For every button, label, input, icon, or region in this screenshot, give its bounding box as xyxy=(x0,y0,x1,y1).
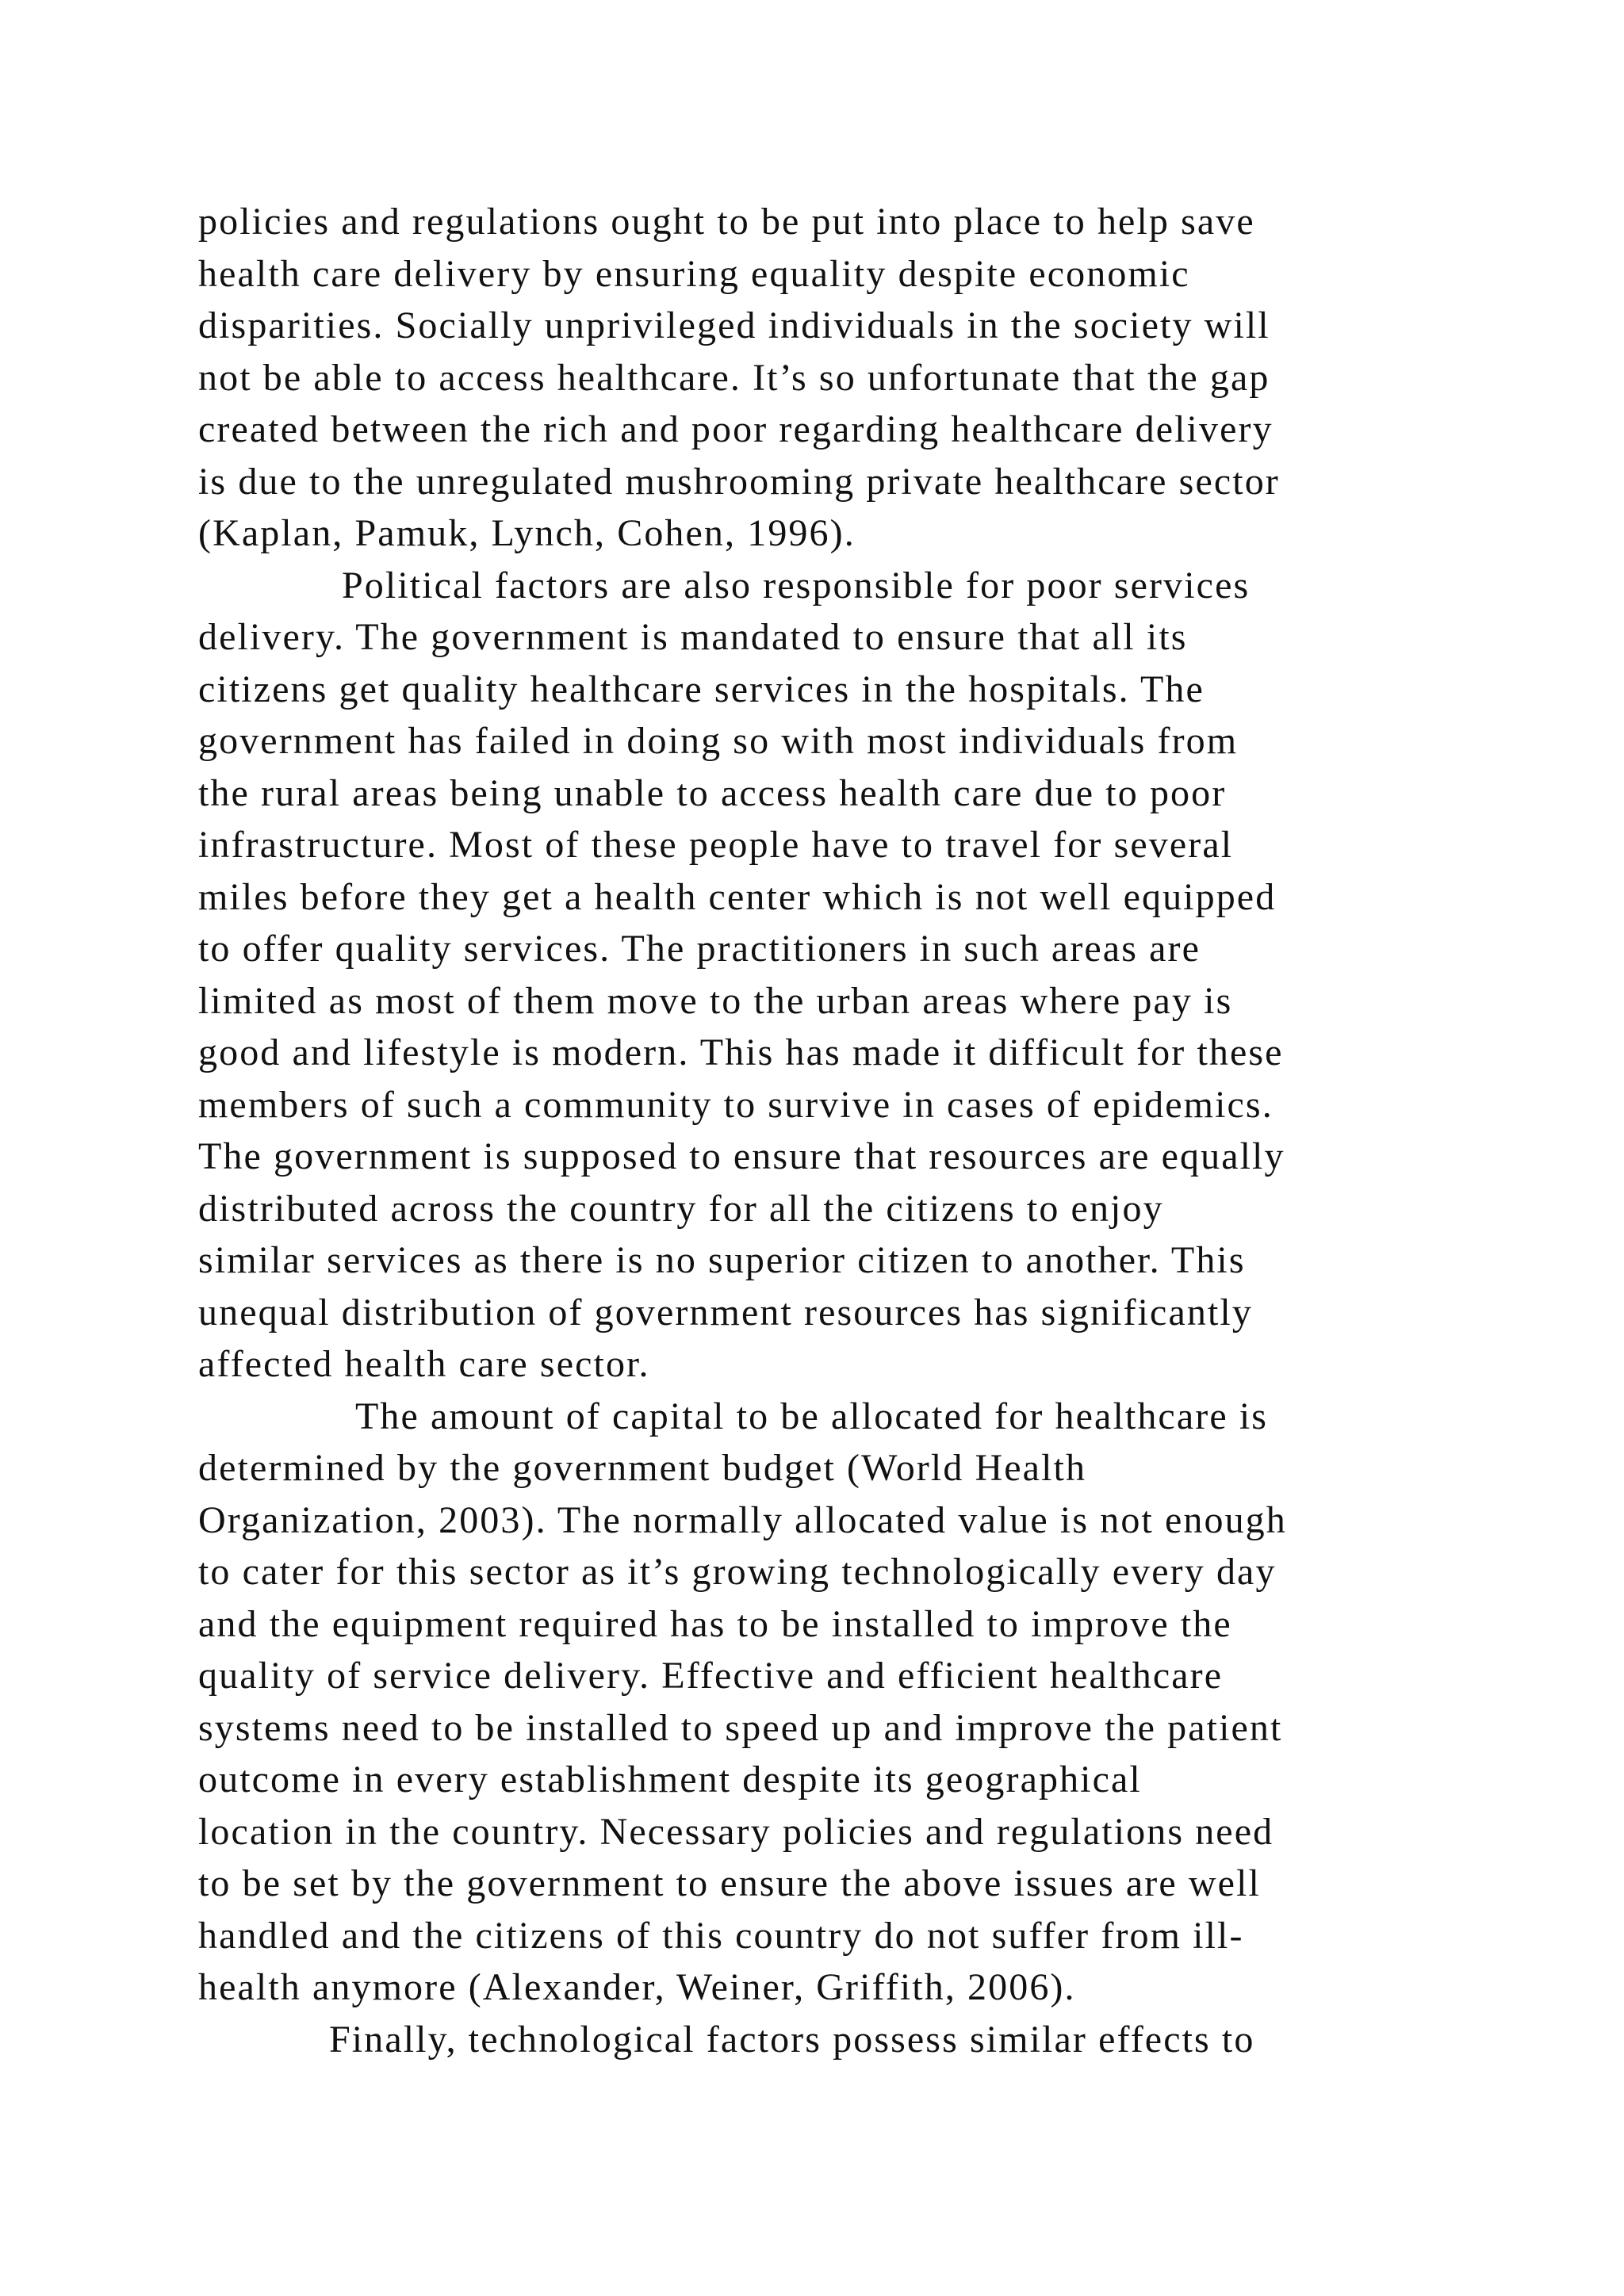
text-line: Organization, 2003). The normally allocated value is not enough xyxy=(198,1498,1287,1541)
text-line: the rural areas being unable to access health care due to poor xyxy=(198,771,1227,814)
text-line: created between the rich and poor regarding healthcare delivery xyxy=(198,408,1274,450)
text-line: unequal distribution of government resources has significantly xyxy=(198,1291,1253,1334)
text-line: outcome in every establishment despite its geographical xyxy=(198,1758,1142,1800)
text-line: determined by the government budget (World Health xyxy=(198,1447,1087,1489)
body-text xyxy=(198,196,1451,2065)
text-line: The government is supposed to ensure that resources are equally xyxy=(198,1135,1285,1177)
text-line: is due to the unregulated mushrooming private healthcare sector xyxy=(198,460,1280,503)
text-line: health anymore (Alexander, Weiner, Griffith, 2006). xyxy=(198,1966,1076,2008)
text-line: policies and regulations ought to be put into place to help save xyxy=(198,201,1255,243)
text-line: handled and the citizens of this country do not suffer from ill- xyxy=(198,1914,1244,1957)
text-line: distributed across the country for all the citizens to enjoy xyxy=(198,1187,1164,1230)
text-line: not be able to access healthcare. It’s so unfortunate that the gap xyxy=(198,356,1270,399)
text-line: citizens get quality healthcare services in the hospitals. The xyxy=(198,668,1205,710)
text-line: to be set by the government to ensure the above issues are well xyxy=(198,1862,1261,1904)
text-line: members of such a community to survive in cases of epidemics. xyxy=(198,1083,1274,1126)
paragraph-start-line: Political factors are also responsible for poor services xyxy=(342,564,1251,607)
text-line: similar services as there is no superior citizen to another. This xyxy=(198,1239,1246,1281)
text-line: to offer quality services. The practitioners in such areas are xyxy=(198,928,1201,970)
text-line: location in the country. Necessary policies and regulations need xyxy=(198,1810,1274,1853)
text-line: quality of service delivery. Effective and efficient healthcare xyxy=(198,1655,1224,1697)
text-line: limited as most of them move to the urban areas where pay is xyxy=(198,979,1233,1022)
text-line: government has failed in doing so with most individuals from xyxy=(198,720,1239,762)
text-line: systems need to be installed to speed up and improve the patient xyxy=(198,1706,1283,1749)
text-line: to cater for this sector as it’s growing technologically every day xyxy=(198,1551,1277,1593)
text-line: health care delivery by ensuring equality despite economic xyxy=(198,252,1190,295)
text-line: (Kaplan, Pamuk, Lynch, Cohen, 1996). xyxy=(198,512,856,554)
text-line: disparities. Socially unprivileged individuals in the society will xyxy=(198,304,1270,346)
paragraph-start-line: The amount of capital to be allocated for healthcare is xyxy=(355,1395,1269,1437)
text-line: delivery. The government is mandated to ensure that all its xyxy=(198,616,1188,658)
text-line: miles before they get a health center which is not well equipped xyxy=(198,875,1277,918)
paragraph-start-line: Finally, technological factors possess similar effects to xyxy=(329,2018,1255,2061)
text-line: infrastructure. Most of these people have to travel for several xyxy=(198,824,1234,866)
text-line: good and lifestyle is modern. This has made it difficult for these xyxy=(198,1031,1284,1073)
text-line: and the equipment required has to be installed to improve the xyxy=(198,1602,1232,1645)
text-line: affected health care sector. xyxy=(198,1343,650,1385)
